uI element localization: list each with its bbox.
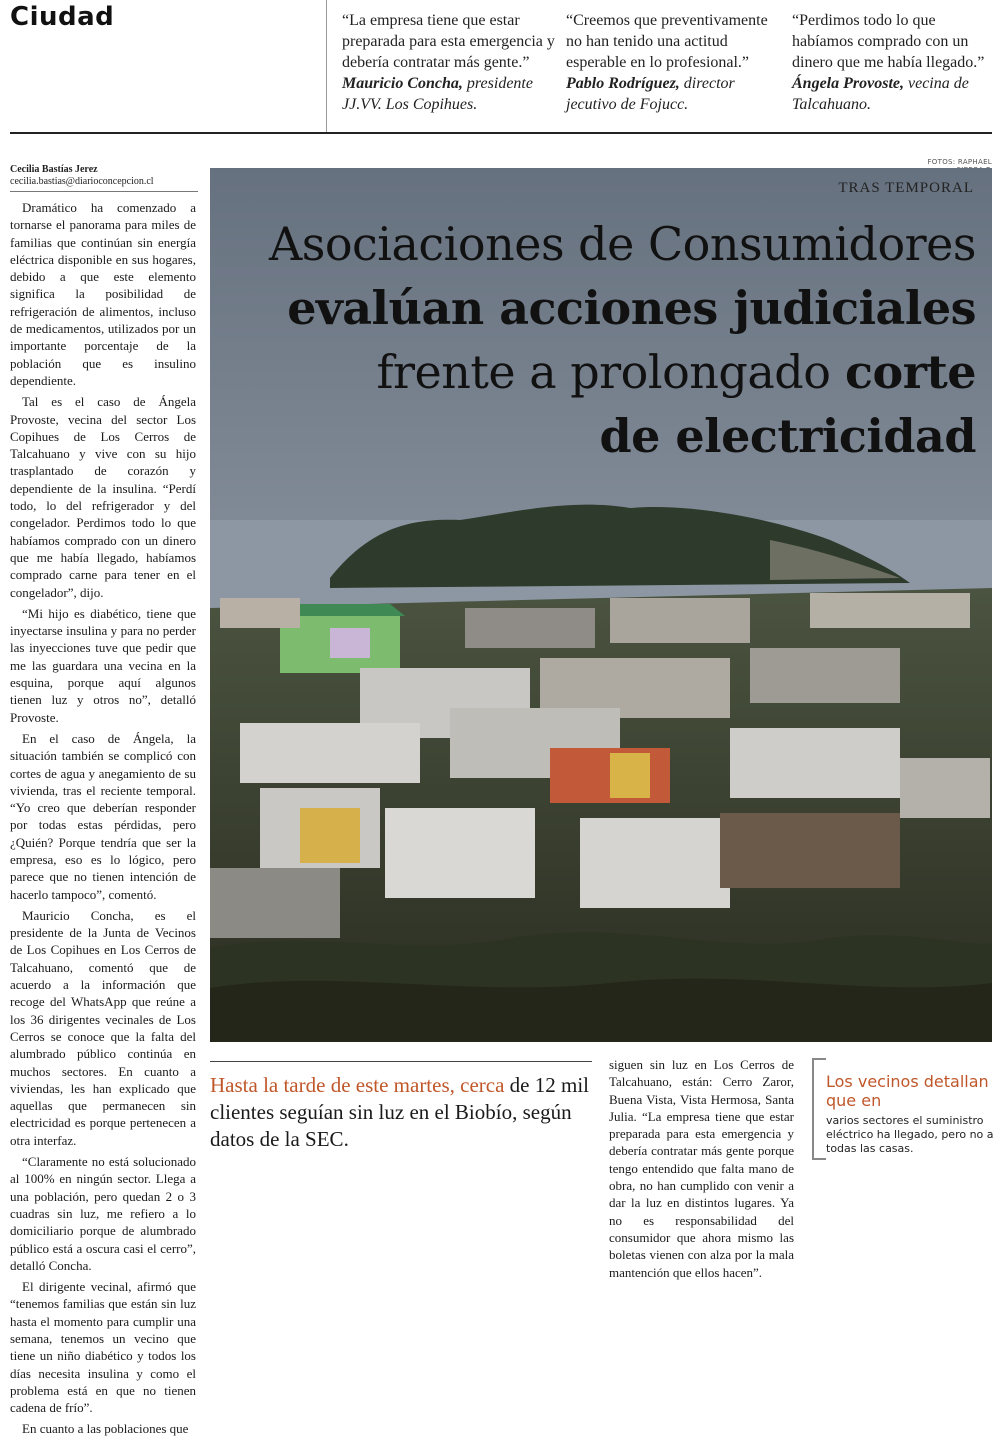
quote-author: Mauricio Concha,	[342, 75, 463, 92]
paragraph: En el caso de Ángela, la situación también se complicó con cortes de agua y anegamiento de su vivienda, tras el reciente temporal. “Yo creo que deberían responder por todas estas pérdidas, pero ¿Quién? Porque tendría que ser la empresa, eso es lo lógico, pero parece que no tienen intención de hacerlo tampoco”, comentó.	[10, 730, 196, 902]
quote-author: Pablo Rodríguez,	[566, 75, 680, 92]
hero-photo	[210, 168, 992, 1042]
paragraph: “Claramente no está solucionado al 100% en ningún sector. Llega a una población, pero quedan 2 o 3 cuadras sin luz, me refiero a lo domiciliario porque de alumbrado público está a oscura casi el cerro”, detalló Concha.	[10, 1154, 196, 1273]
pullquote	[210, 1072, 592, 1153]
paragraph: En cuanto a las poblaciones que	[22, 1421, 189, 1437]
quote-role: vecina de Talcahuano.	[792, 75, 969, 113]
quote-rodriguez	[566, 10, 781, 115]
paragraph: Tal es el caso de Ángela Provoste, vecina del sector Los Copihues de Los Cerros de Talcahuano y vive con su hijo trasplantado de corazón y dependiente de la insulina. “Perdí todo, lo del refrigerador y del congelador. Perdimos todo lo que habíamos comprado con un dinero que me había llegado, habíamos comprado carne para tener en el congelador”, dijo.	[10, 394, 196, 600]
kicker: TRAS TEMPORAL	[838, 180, 974, 196]
quote-role: presidente JJ.VV. Los Copihues.	[342, 75, 533, 113]
header-rule	[10, 132, 992, 134]
paragraph: Mauricio Concha, es el presidente de la Junta de Vecinos de Los Copihues en Los Cerros de Talcahuano, comentó que de acuerdo a la información que recoge del WhatsApp que reúne a los 36 dirigentes vecinales de Los Cerros se conoce que la falta del alumbrado público continúa en muchos sectores. En cuanto a viviendas, les han explicado que aquellas que permanecen sin electricidad es porque pertenecen a otra interfaz.	[10, 907, 196, 1148]
photo-credit: FOTOS: RAPHAEL	[927, 158, 992, 166]
paragraph: “Mi hijo es diabético, tiene que inyectarse insulina y para no perder las inyecciones tuve que pedir que me las guardara una vecina en la esquina, porque aquí algunos tienen luz y otros no”, detalló Provoste.	[10, 605, 196, 725]
headline-line-1: Asociaciones de Consumidores	[269, 217, 976, 271]
paragraph: siguen sin luz en Los Cerros de Talcahuano, están: Cerro Zaror, Buena Vista, Vista Hermosa, Santa Julia. “La empresa tiene que estar preparada para esta emergencia y debería contratar más gente porque tengo entendido que falta mano de obra, no han cumplido con venir a dar la luz en distintos lugares. Ya no es responsabilidad del consumidor que ahora mismo las boletas vienen con alza por la mala mantención que ellos hacen”.	[609, 1057, 794, 1280]
quote-role: director jecutivo de Fojucc.	[566, 75, 735, 113]
paragraph: Dramático ha comenzado a tornarse el panorama para miles de familias que continúan sin energía eléctrica disponible en sus hogares, debido a que este elemento significa la posibilidad de refrigeración de alimentos, incluso de medicamentos, utilizados por un importante porcentaje de la población que es insulino dependiente.	[10, 200, 196, 388]
headline-line-3-light: frente a prolongado	[376, 345, 831, 399]
header-divider	[326, 0, 327, 132]
sidebar-box	[826, 1072, 994, 1156]
headline-line-4: de electricidad	[599, 409, 976, 463]
quote-provoste	[792, 10, 997, 115]
sidebar-body: varios sectores el suministro eléctrico ha llegado, pero no a todas las casas.	[826, 1114, 994, 1155]
headline	[216, 212, 976, 468]
quote-concha	[342, 10, 557, 115]
article-body-middle	[609, 1056, 794, 1306]
quote-text: “Creemos que preventivamente no han tenido una actitud esperable en lo profesional.”	[566, 12, 768, 71]
sidebar-title: Los vecinos detallan que en	[826, 1072, 989, 1110]
pullquote-text: de 12 mil clientes seguían sin luz en el Biobío, según datos de la SEC.	[210, 1073, 589, 1151]
quote-text: “Perdimos todo lo que habíamos comprado con un dinero que me había llegado.”	[792, 12, 985, 71]
byline	[10, 164, 198, 188]
quote-author: Ángela Provoste,	[792, 75, 904, 92]
headline-line-2: evalúan acciones judiciales	[287, 281, 976, 335]
section-label: Ciudad	[10, 2, 115, 32]
paragraph: El dirigente vecinal, afirmó que “tenemos familias que están sin luz hasta el momento para cumplir una semana, tenemos un vecino que tiene un niño diabético y todos los días necesita insulina y como el problema está en que no tienen cadena de frío”.	[10, 1279, 196, 1416]
quote-text: “La empresa tiene que estar preparada para esta emergencia y debería contratar más gente.”	[342, 12, 555, 71]
pullquote-rule	[210, 1061, 592, 1062]
byline-rule	[10, 191, 198, 192]
author-email[interactable]: cecilia.bastias@diarioconcepcion.cl	[10, 176, 154, 187]
headline-line-3-bold: corte	[845, 345, 976, 399]
author-name: Cecilia Bastías Jerez	[10, 164, 98, 175]
pullquote-accent: Hasta la tarde de este martes, cerca	[210, 1073, 505, 1097]
article-body-left	[10, 199, 196, 1437]
sidebar-bracket	[812, 1058, 826, 1160]
